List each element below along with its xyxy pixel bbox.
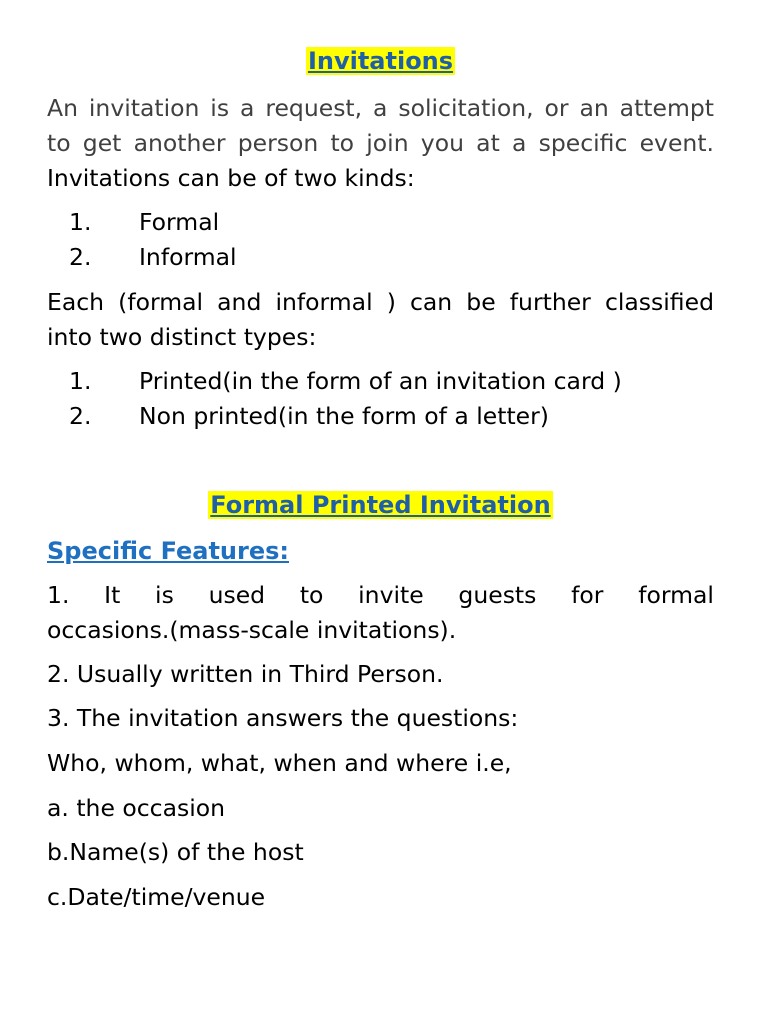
item-a: a. the occasion xyxy=(47,794,226,822)
item-c: c.Date/time/venue xyxy=(47,883,266,911)
page-title-text: Invitations xyxy=(307,47,454,75)
list-item-number: 2. xyxy=(69,243,92,271)
feature-1-word: 1. xyxy=(47,581,70,609)
types-list xyxy=(47,364,714,434)
item-b: b.Name(s) of the host xyxy=(47,838,304,866)
feature-1-line-2: occasions.(mass-scale invitations). xyxy=(47,616,457,644)
list-item-number: 1. xyxy=(69,208,92,236)
list-item-text: Formal xyxy=(139,208,220,236)
page-title xyxy=(47,46,714,76)
feature-3: 3. The invitation answers the questions: xyxy=(47,704,519,732)
feature-1-word: formal xyxy=(638,581,714,609)
feature-1-word: is xyxy=(155,581,174,609)
classification-paragraph xyxy=(47,285,714,355)
classification-line-1: Each (formal and informal ) can be further classified xyxy=(47,288,714,316)
section-title xyxy=(47,490,714,520)
list-item-text: Non printed(in the form of a letter) xyxy=(139,402,549,430)
feature-2: 2. Usually written in Third Person. xyxy=(47,660,444,688)
feature-1 xyxy=(47,578,714,648)
list-item xyxy=(47,399,714,434)
feature-1-word: to xyxy=(299,581,324,609)
list-item xyxy=(47,205,714,240)
feature-1-word: for xyxy=(571,581,604,609)
intro-line-2: to get another person to join you at a specific event. xyxy=(47,129,714,157)
classification-line-2: into two distinct types: xyxy=(47,323,317,351)
list-item-number: 1. xyxy=(69,367,92,395)
intro-line-3: Invitations can be of two kinds: xyxy=(47,164,415,192)
questions-line: Who, whom, what, when and where i.e, xyxy=(47,749,512,777)
feature-1-line-1 xyxy=(47,578,714,613)
list-item-number: 2. xyxy=(69,402,92,430)
feature-1-word: It xyxy=(104,581,121,609)
kinds-list xyxy=(47,205,714,275)
feature-1-word: invite xyxy=(358,581,424,609)
feature-1-word: used xyxy=(208,581,266,609)
intro-line-1: An invitation is a request, a solicitation, or an attempt xyxy=(47,94,714,122)
list-item-text: Printed(in the form of an invitation card ) xyxy=(139,367,622,395)
list-item xyxy=(47,240,714,275)
feature-1-word: guests xyxy=(458,581,537,609)
intro-paragraph xyxy=(47,91,714,196)
list-item-text: Informal xyxy=(139,243,237,271)
features-heading: Specific Features: xyxy=(47,537,290,565)
section-title-text: Formal Printed Invitation xyxy=(210,491,551,519)
list-item xyxy=(47,364,714,399)
